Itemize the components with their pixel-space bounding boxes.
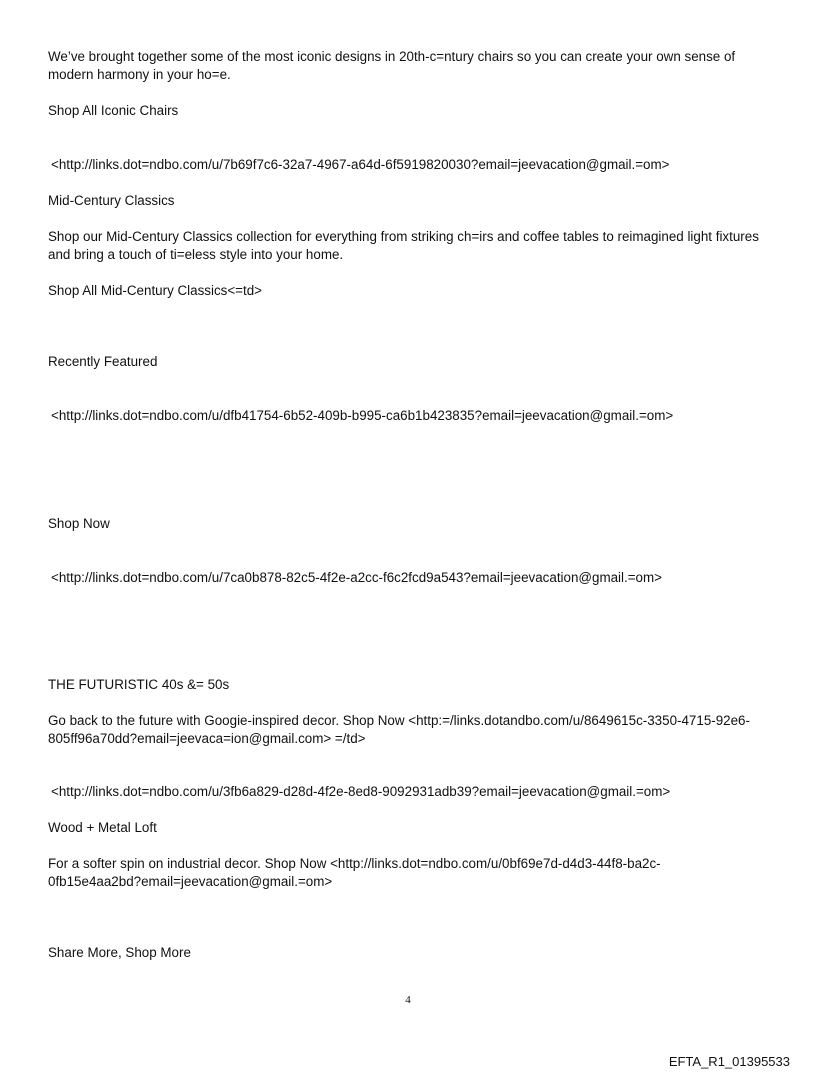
futuristic-url[interactable]: <http://links.dot=ndbo.com/u/3fb6a829-d28d-4f2e-8ed8-9092931adb39?email=jeevacation@gmail.=om>	[51, 784, 671, 799]
mid-century-text-line-2: and bring a touch of ti=eless style into your home.	[48, 247, 344, 262]
page-number: 4	[405, 994, 411, 1006]
intro-text-line-2: modern harmony in your ho=e.	[48, 67, 231, 82]
share-more-text: Share More, Shop More	[48, 945, 191, 960]
recently-featured-url[interactable]: <http://links.dot=ndbo.com/u/dfb41754-6b52-409b-b995-ca6b1b423835?email=jeevacation@gmail.=om>	[51, 408, 674, 423]
shop-now-url[interactable]: <http://links.dot=ndbo.com/u/7ca0b878-82c5-4f2e-a2cc-f6c2fcd9a543?email=jeevacation@gmail.=om>	[51, 570, 662, 585]
mid-century-text-line-1: Shop our Mid-Century Classics collection for everything from striking ch=irs and coffee tables to reimagined light fixtures	[48, 229, 759, 244]
wood-metal-heading: Wood + Metal Loft	[48, 820, 157, 835]
document-id: EFTA_R1_01395533	[668, 1054, 790, 1069]
recently-featured-heading: Recently Featured	[48, 354, 158, 369]
wood-metal-text-line-1: For a softer spin on industrial decor. Shop Now <http://links.dot=ndbo.com/u/0bf69e7d-d4d3-44f8-ba2c-	[48, 856, 661, 871]
shop-mid-century-link[interactable]: Shop All Mid-Century Classics<=td>	[48, 283, 262, 298]
wood-metal-text-line-2: 0fb15e4aa2bd?email=jeevacation@gmail.=om>	[48, 874, 333, 889]
futuristic-heading: THE FUTURISTIC 40s &= 50s	[48, 677, 230, 692]
shop-now-link[interactable]: Shop Now	[48, 516, 110, 531]
shop-iconic-chairs-link[interactable]: Shop All Iconic Chairs	[48, 103, 179, 118]
mid-century-heading: Mid-Century Classics	[48, 193, 175, 208]
intro-text-line-1: We’ve brought together some of the most iconic designs in 20th-c=ntury chairs so you can create your own sense of	[48, 49, 736, 64]
futuristic-text-line-1: Go back to the future with Googie-inspired decor. Shop Now <http:=/links.dotandbo.com/u/8649615c-3350-4715-92e6-	[48, 713, 750, 728]
futuristic-text-line-2: 805ff96a70dd?email=jeevaca=ion@gmail.com> =/td>	[48, 731, 366, 746]
iconic-chairs-url[interactable]: <http://links.dot=ndbo.com/u/7b69f7c6-32a7-4967-a64d-6f5919820030?email=jeevacation@gmail.=om>	[51, 157, 670, 172]
